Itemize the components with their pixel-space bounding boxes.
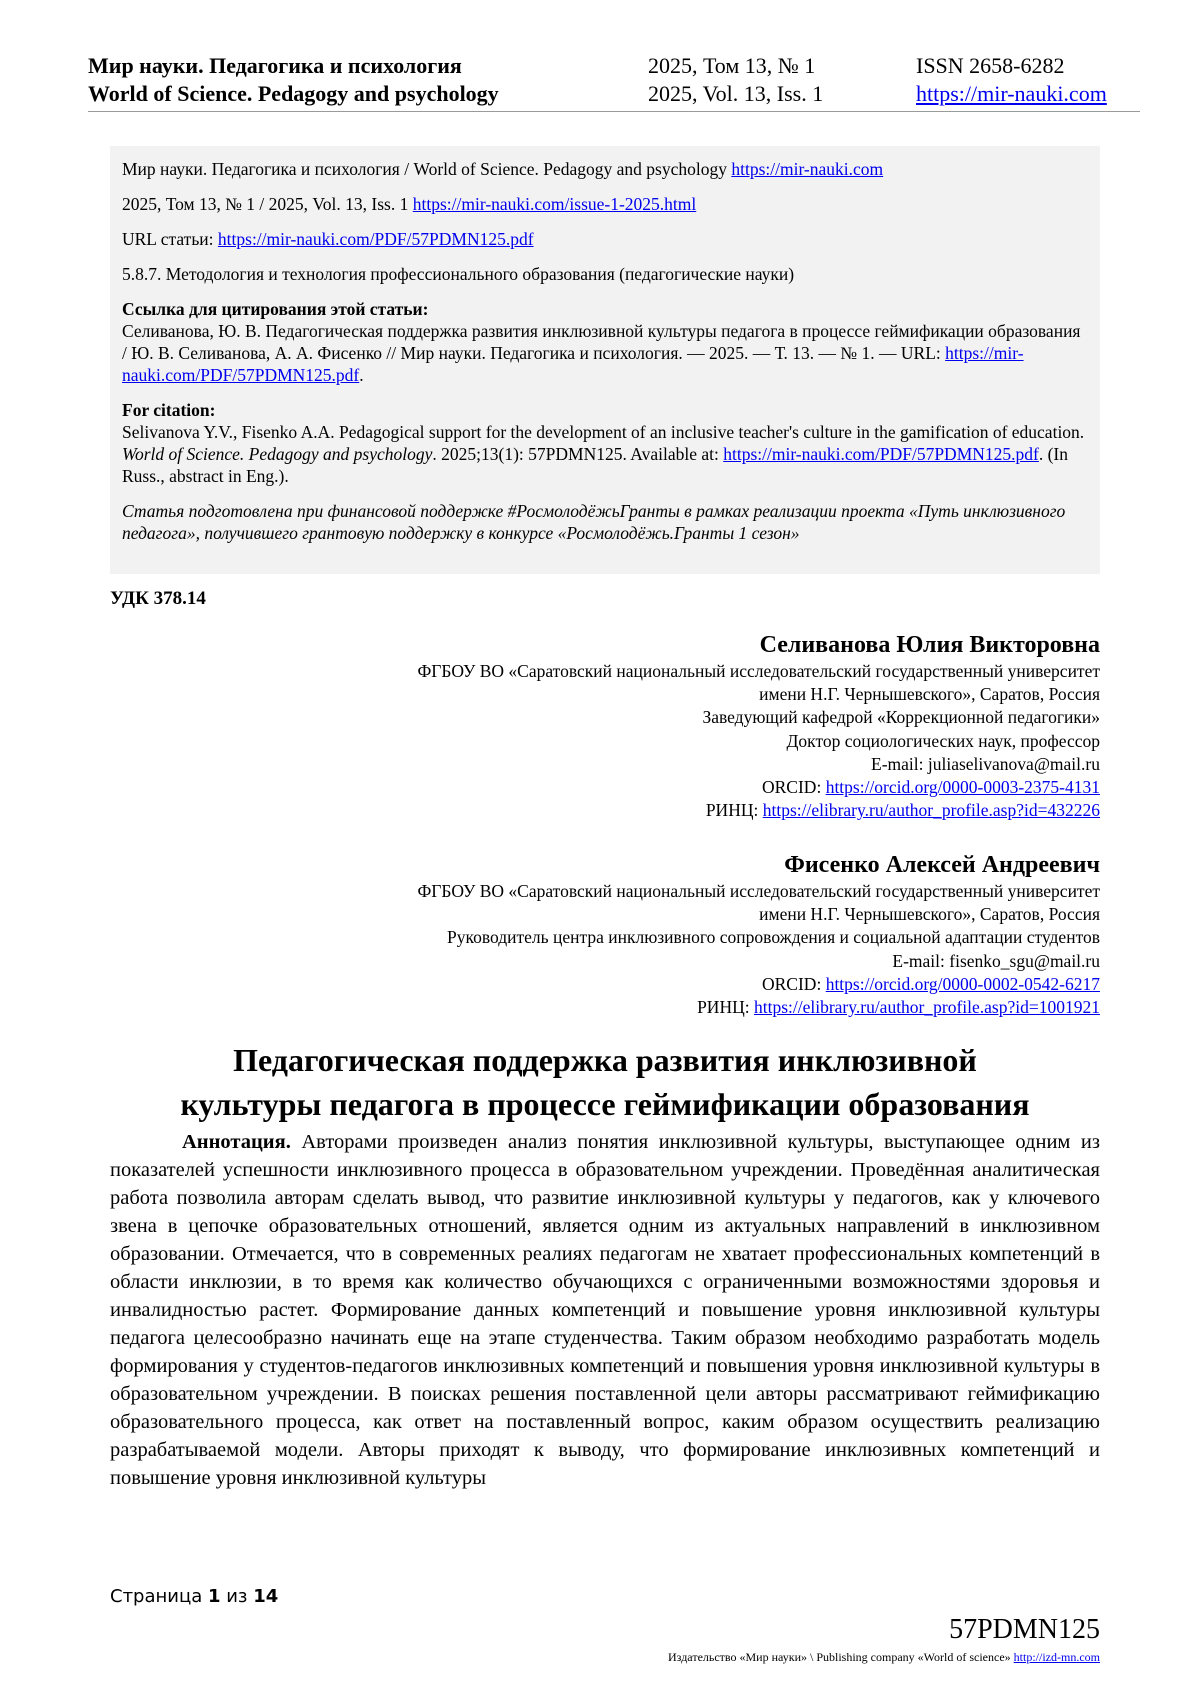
journal-title-en: World of Science. Pedagogy and psychology [88, 81, 499, 106]
abstract [110, 1128, 1100, 1492]
author-org-line2: имени Н.Г. Чернышевского», Саратов, Россия [759, 684, 1100, 705]
journal-link[interactable]: https://mir-nauki.com [731, 159, 884, 179]
author-email: E-mail: fisenko_sgu@mail.ru [892, 950, 1100, 971]
issue-en: 2025, Vol. 13, Iss. 1 [648, 81, 824, 106]
citation-ru-heading: Ссылка для цитирования этой статьи: [122, 299, 429, 319]
orcid-label: ORCID: [762, 777, 826, 798]
udk-code: УДК 378.14 [110, 588, 206, 609]
author-position: Заведующий кафедрой «Коррекционной педагогики» [702, 707, 1100, 728]
author-rinc [110, 996, 1100, 1019]
author-orcid [110, 973, 1100, 996]
title-line-2: культуры педагога в процессе геймификации образования [180, 1086, 1030, 1122]
page-word: Страница [110, 1586, 208, 1607]
orcid-link[interactable]: https://orcid.org/0000-0003-2375-4131 [825, 777, 1100, 798]
author-rinc [110, 799, 1100, 822]
page-total: 14 [253, 1586, 279, 1607]
title-line-1: Педагогическая поддержка развития инклюзивной [233, 1042, 977, 1078]
page-current: 1 [207, 1586, 221, 1607]
issue-ru: 2025, Том 13, № 1 [648, 53, 816, 78]
author-name: Фисенко Алексей Андреевич [784, 852, 1100, 878]
citation-en-text2: . 2025;13(1): 57PDMN125. Available at: [432, 444, 724, 464]
article-url-link[interactable]: https://mir-nauki.com/PDF/57PDMN125.pdf [217, 229, 534, 249]
author-degree: Доктор социологических наук, профессор [786, 730, 1100, 751]
citation-en-link[interactable]: https://mir-nauki.com/PDF/57PDMN125.pdf [723, 444, 1039, 464]
author-org-line1: ФГБОУ ВО «Саратовский национальный исследовательский государственный университет [417, 881, 1100, 901]
citation-en-end: . (In Russ., abstract in Eng.). [122, 444, 1069, 486]
citation-ru-link[interactable]: https://mir-nauki.com/PDF/57PDMN125.pdf [122, 343, 1024, 385]
article-title [110, 1038, 1100, 1126]
rinc-label: РИНЦ: [697, 997, 754, 1018]
citation-en [122, 399, 1088, 487]
specialty-line: 5.8.7. Методология и технология профессионального образования (педагогические науки) [122, 264, 795, 284]
author-email: E-mail: juliaselivanova@mail.ru [871, 753, 1100, 774]
citation-ru-text: Селиванова, Ю. В. Педагогическая поддержка развития инклюзивной культуры педагога в процессе геймификации образования / Ю. В. Селиванова, А. А. Фисенко // Мир науки. Педагогика и психология. — 2025. — Т. 13. — № 1. — URL: [122, 321, 1081, 363]
citation-ru-end: . [359, 365, 364, 385]
issue-line [122, 193, 1088, 215]
author-orcid [110, 776, 1100, 799]
journal-line-text: Мир науки. Педагогика и психология / World of Science. Pedagogy and psychology [122, 159, 732, 179]
url-label: URL статьи: [122, 229, 218, 249]
author-block-2 [110, 850, 1100, 1019]
grant-note: Статья подготовлена при финансовой поддержке #РосмолодёжьГранты в рамках реализации проекта «Путь инклюзивного педагога», получившего грантовую поддержку в конкурсе «Росмолодёжь.Гранты 1 сезон» [122, 501, 1066, 543]
author-org-line2: имени Н.Г. Чернышевского», Саратов, Россия [759, 904, 1100, 925]
rinc-link[interactable]: https://elibrary.ru/author_profile.asp?id=432226 [762, 800, 1100, 821]
orcid-link[interactable]: https://orcid.org/0000-0002-0542-6217 [825, 973, 1100, 994]
issn: ISSN 2658-6282 [916, 53, 1065, 78]
journal-site-link[interactable]: https://mir-nauki.com [916, 81, 1107, 106]
citation-en-journal: World of Science. Pedagogy and psychology [122, 444, 433, 464]
header-row-en [88, 80, 1128, 108]
publisher-link[interactable]: http://izd-mn.com [1013, 1650, 1100, 1664]
citation-en-heading: For citation: [122, 400, 216, 420]
abstract-text: Авторами произведен анализ понятия инклюзивной культуры, выступающее одним из показателей успешности инклюзивного процесса в образовательном учреждении. Проведённая аналитическая работа позволила авторам сделать вывод, что развитие инклюзивной культуры у педагогов, как у ключевого звена в цепочке образовательных отношений, является одним из актуальных направлений в инклюзивном образовании. Отмечается, что в современных реалиях педагогам не хватает профессиональных компетенций в области инклюзии, в то время как количество обучающихся с ограниченными возможностями здоровья и инвалидностью растет. Формирование данных компетенций и повышение уровня инклюзивной культуры педагога целесообразно начинать еще на этапе студенчества. Таким образом необходимо разработать модель формирования у студентов-педагогов инклюзивных компетенций и повышения уровня инклюзивной культуры в образовательном учреждении. В поисках решения поставленной цели авторы рассматривают геймификацию образовательного процесса, как ответ на поставленный вопрос, каким образом осуществить реализацию разрабатываемой модели. Авторы приходят к выводу, что формирование инклюзивных компетенций и повышение уровня инклюзивной культуры [110, 1131, 1100, 1489]
citation-ru [122, 298, 1088, 386]
citation-en-text: Selivanova Y.V., Fisenko A.A. Pedagogical support for the development of an inclusive teacher's culture in the gamification of education. [122, 422, 1085, 442]
url-line [122, 228, 1088, 250]
abstract-label: Аннотация. [182, 1131, 291, 1153]
publisher-line [668, 1650, 1100, 1665]
rinc-link[interactable]: https://elibrary.ru/author_profile.asp?id=1001921 [753, 997, 1100, 1018]
author-name: Селиванова Юлия Викторовна [759, 632, 1100, 658]
page-number [110, 1586, 278, 1607]
author-block-1 [110, 630, 1100, 822]
author-org-line1: ФГБОУ ВО «Саратовский национальный исследовательский государственный университет [417, 661, 1100, 681]
author-position: Руководитель центра инклюзивного сопровождения и социальной адаптации студентов [446, 927, 1100, 948]
issue-line-text: 2025, Том 13, № 1 / 2025, Vol. 13, Iss. 1 [122, 194, 413, 214]
of-word: из [220, 1586, 254, 1607]
rinc-label: РИНЦ: [705, 800, 763, 821]
issue-link[interactable]: https://mir-nauki.com/issue-1-2025.html [412, 194, 697, 214]
article-info-box [110, 146, 1100, 574]
journal-line [122, 158, 1088, 180]
header-divider [88, 111, 1140, 112]
page-header [88, 52, 1128, 112]
article-code: 57PDMN125 [949, 1614, 1100, 1645]
header-row-ru [88, 52, 1128, 80]
orcid-label: ORCID: [762, 973, 826, 994]
journal-title-ru: Мир науки. Педагогика и психология [88, 53, 462, 78]
publisher-text: Издательство «Мир науки» \ Publishing company «World of science» [668, 1650, 1014, 1664]
